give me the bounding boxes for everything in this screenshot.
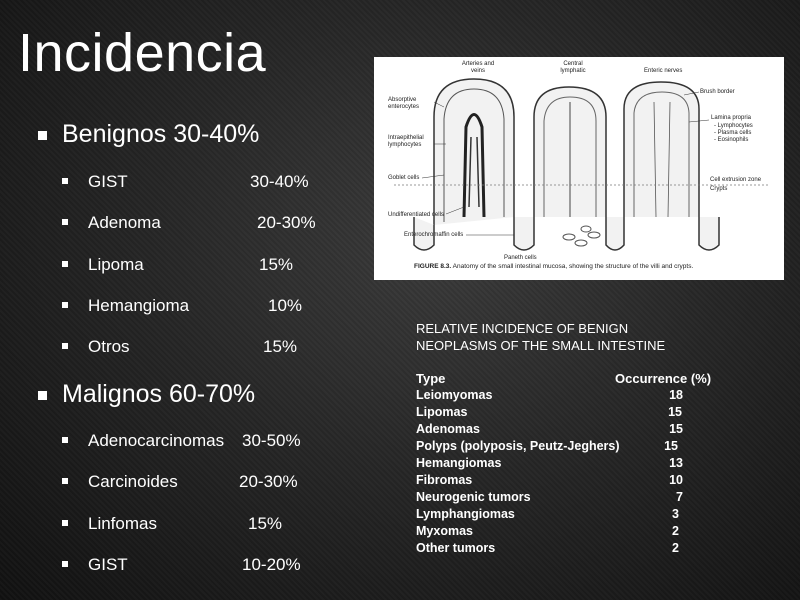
table-title-line: NEOPLASMS OF THE SMALL INTESTINE	[416, 338, 666, 353]
malign-item-value: 10-20%	[242, 555, 301, 574]
table-row-occurrence: 13	[669, 456, 683, 470]
table-row-type: Leiomyomas	[416, 388, 493, 402]
table-header-type: Type	[416, 371, 446, 386]
figure-caption-text: Anatomy of the small intestinal mucosa, showing the structure of the villi and crypts.	[452, 263, 694, 270]
malign-item-value: 15%	[248, 514, 283, 533]
label-arteries: Arteries and veins	[461, 61, 495, 74]
benign-item-name: Adenoma	[88, 213, 161, 232]
table-header-occurrence: Occurrence (%)	[615, 371, 712, 386]
benign-item-value: 10%	[268, 296, 303, 315]
bullet-square-icon	[38, 131, 47, 140]
label-extrusion-zone: Cell extrusion zone	[710, 177, 762, 183]
bullet-square-icon	[62, 178, 68, 184]
benign-item-name: GIST	[88, 172, 128, 191]
malign-item-name: Adenocarcinomas	[88, 431, 225, 450]
benign-item-value: 15%	[263, 337, 298, 356]
malign-item-name: Linfomas	[88, 514, 157, 533]
table-row-type: Polyps (polyposis, Peutz-Jeghers)	[416, 439, 620, 453]
malign-item-name: GIST	[88, 555, 128, 574]
benign-item-value: 20-30%	[257, 213, 316, 232]
label-nerves: Enteric nerves	[644, 68, 683, 74]
table-row-occurrence: 7	[676, 490, 683, 504]
table-row-occurrence: 15	[668, 405, 682, 419]
label-goblet: Goblet cells	[388, 175, 420, 181]
benign-item-value: 30-40%	[250, 172, 309, 191]
bullet-square-icon	[62, 261, 68, 267]
label-undifferentiated: Undifferentiated cells	[388, 212, 444, 218]
bullet-square-icon	[62, 561, 68, 567]
label-brush-border: Brush border	[700, 89, 735, 95]
mucosa-anatomy-figure	[374, 57, 784, 280]
table-row-occurrence: 3	[672, 507, 679, 521]
label-intraepithelial: Intraepithelial lymphocytes	[388, 135, 424, 148]
malign-item-value: 30-50%	[242, 431, 301, 450]
label-plasma-cells: - Plasma cells	[714, 130, 752, 136]
benignos-heading: Benignos 30-40%	[62, 120, 260, 148]
slide-title: Incidencia	[18, 23, 267, 83]
table-row-type: Adenomas	[416, 422, 480, 436]
table-row-occurrence: 15	[664, 439, 678, 453]
label-lamina-propria: Lamina propria	[711, 115, 752, 121]
bullet-square-icon	[62, 219, 68, 225]
table-title-line: RELATIVE INCIDENCE OF BENIGN	[416, 321, 629, 336]
table-row-type: Other tumors	[416, 541, 496, 555]
table-row-occurrence: 18	[669, 388, 683, 402]
bullet-square-icon	[62, 478, 68, 484]
label-enterochromaffin: Enterochromaffin cells	[404, 232, 464, 238]
table-row-occurrence: 10	[669, 473, 683, 487]
bullet-square-icon	[62, 437, 68, 443]
benign-item-value: 15%	[259, 255, 294, 274]
table-title	[416, 320, 665, 354]
malignos-heading: Malignos 60-70%	[62, 380, 256, 408]
table-row-type: Lipomas	[416, 405, 468, 419]
bullet-square-icon	[62, 520, 68, 526]
table-row-type: Hemangiomas	[416, 456, 502, 470]
bullet-square-icon	[38, 391, 47, 400]
benign-item-name: Otros	[88, 337, 130, 356]
label-eosinophils: - Eosinophils	[714, 137, 749, 143]
figure-caption-number: FIGURE 8.3.	[414, 263, 452, 270]
label-lymphocytes: - Lymphocytes	[714, 123, 753, 129]
table-row-occurrence: 2	[672, 541, 679, 555]
table-row-occurrence: 2	[672, 524, 679, 538]
benign-item-name: Hemangioma	[88, 296, 190, 315]
label-lymphatic: Central lymphatic	[560, 61, 586, 74]
bullet-square-icon	[62, 302, 68, 308]
table-row-type: Lymphangiomas	[416, 507, 515, 521]
label-absorptive: Absorptive enterocytes	[388, 97, 420, 110]
malign-item-name: Carcinoides	[88, 472, 178, 491]
label-crypts: Crypts	[710, 186, 728, 192]
bullet-square-icon	[62, 343, 68, 349]
table-row-type: Neurogenic tumors	[416, 490, 531, 504]
benign-item-name: Lipoma	[88, 255, 144, 274]
table-row-occurrence: 15	[669, 422, 683, 436]
malign-item-value: 20-30%	[239, 472, 298, 491]
table-row-type: Fibromas	[416, 473, 473, 487]
table-row-type: Myxomas	[416, 524, 473, 538]
figure-caption	[414, 263, 693, 270]
label-paneth: Paneth cells	[504, 255, 537, 261]
